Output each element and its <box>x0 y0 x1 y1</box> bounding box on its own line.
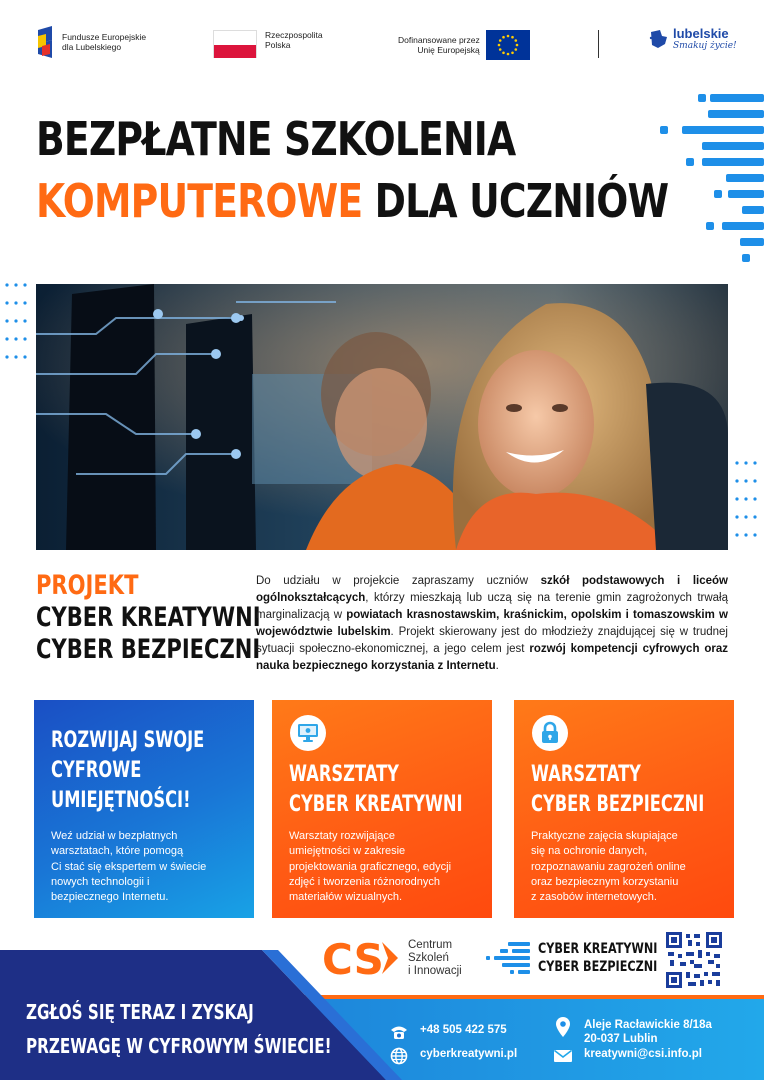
project-label: PROJEKT <box>36 570 139 601</box>
contact-phone[interactable] <box>388 1023 507 1041</box>
dot-grid-right-decoration <box>734 460 760 552</box>
envelope-icon <box>552 1047 574 1065</box>
lubelskie-logo <box>648 28 737 52</box>
location-pin-icon <box>552 1018 574 1036</box>
description-bold-2: powiatach krasnostawskim, kraśnickim, opolskim i tomaszowskim w województwie lubelskim <box>256 609 728 639</box>
cyber-project-logo <box>486 940 687 976</box>
csi-name-line: Szkoleń <box>408 951 449 964</box>
globe-icon <box>388 1047 410 1065</box>
email-link[interactable]: kreatywni@csi.info.pl <box>584 1048 702 1060</box>
card-body-line: rozpoznawaniu zagrożeń online <box>531 860 686 873</box>
card-body-line: zdjęć i tworzenia różnorodnych <box>289 875 441 888</box>
card-body-line: z zasobów internetowych. <box>531 891 657 904</box>
eu-logo-line1: Dofinansowane przez <box>398 35 480 45</box>
students-at-computers-image <box>36 284 728 550</box>
headline-rest: DLA UCZNIÓW <box>362 174 669 228</box>
contact-website[interactable] <box>388 1047 517 1065</box>
card-title <box>531 760 704 820</box>
card-develop-skills <box>34 700 254 918</box>
eu-flag-icon <box>486 30 530 60</box>
csi-name-line: Centrum <box>408 938 453 951</box>
cta-line: ZGŁOŚ SIĘ TERAZ I ZYSKAJ <box>26 1000 254 1024</box>
address-line: Aleje Racławickie 8/18a <box>584 1019 712 1031</box>
dot-grid-left-decoration <box>4 282 30 370</box>
description-text-4: . <box>495 660 499 673</box>
card-body-line: Weź udział w bezpłatnych <box>51 830 178 842</box>
card-body-line: Ci stać się ekspertem w świecie <box>51 860 207 873</box>
cyber-logo-line: CYBER KREATYWNI <box>538 941 658 957</box>
rzeczpospolita-logo <box>213 30 323 58</box>
card-body-line: projektowania graficznego, edycji <box>289 860 452 873</box>
fe-logo-icon <box>36 24 56 60</box>
rp-logo-line2: Polska <box>265 40 291 50</box>
polish-flag-icon <box>213 30 257 58</box>
eu-logo-line2: Unię Europejską <box>417 45 480 55</box>
csi-logo-mark <box>322 936 400 980</box>
card-title-line: ROZWIJAJ SWOJE <box>51 728 205 753</box>
description-text-1: Do udziału w projekcie zapraszamy uczniów <box>256 575 541 587</box>
card-workshop-safe <box>514 700 734 918</box>
lubelskie-name: lubelskie <box>673 26 729 41</box>
card-body-line: materiałów wizualnych. <box>289 891 403 904</box>
description-text-3: . Projekt skierowany jest do młodzieży znajdującej się w trudnej sytuacji społeczno-ekonomicznej, a jego celem jest <box>256 626 728 656</box>
card-body-line: nowych technologii i <box>51 875 150 888</box>
contact-address <box>552 1018 712 1046</box>
csi-name-line: i Innowacji <box>408 964 462 977</box>
card-title-line: WARSZTATY <box>531 762 641 787</box>
headline-highlight: KOMPUTEROWE <box>36 174 363 228</box>
card-body <box>51 829 241 905</box>
card-title <box>289 760 463 820</box>
headline-line2 <box>36 170 668 232</box>
card-body-line: umiejętności w zakresie <box>289 845 406 858</box>
card-body-line: Warsztaty rozwijające <box>289 830 395 842</box>
fundusze-europejskie-logo <box>36 24 146 60</box>
card-title-line: CYBER BEZPIECZNI <box>531 792 705 817</box>
card-body-line: Praktyczne zajęcia skupiające <box>531 830 678 842</box>
card-body-line: warsztatach, które pomogą <box>51 845 184 858</box>
card-title-line: WARSZTATY <box>289 762 399 787</box>
fe-logo-line2: dla Lubelskiego <box>62 42 122 52</box>
card-body-line: się na ochronie danych, <box>531 845 648 858</box>
rp-logo-line1: Rzeczpospolita <box>265 30 323 40</box>
qr-code[interactable] <box>666 932 722 988</box>
description-bold-3: rozwój kompetencji cyfrowych oraz nauka bezpiecznego korzystania z Internetu <box>256 643 728 673</box>
address-line: 20-037 Lublin <box>584 1033 658 1045</box>
phone-icon <box>388 1023 410 1041</box>
cyber-logo-line: CYBER BEZPIECZNI <box>538 959 658 975</box>
cyber-pixel-icon <box>486 940 532 976</box>
logo-divider <box>598 30 599 58</box>
students-photo <box>36 284 728 550</box>
card-body <box>289 829 479 905</box>
card-body-line: oraz bezpiecznym korzystaniu <box>531 875 679 888</box>
description-text-2: , którzy mieszkają lub uczą się na terenie gmin zagrożonych trwałą marginalizacją w <box>256 592 728 622</box>
computer-icon-badge <box>290 715 326 751</box>
card-workshop-creative <box>272 700 492 918</box>
card-title-line: CYBER KREATYWNI <box>289 792 463 817</box>
card-body-line: bezpiecznego Internetu. <box>51 891 169 904</box>
eu-cofinanced-logo <box>398 30 530 60</box>
project-name-line2: CYBER BEZPIECZNI <box>36 634 261 665</box>
lubelskie-mark-icon <box>648 28 670 50</box>
card-title-line: UMIEJĘTNOŚCI! <box>51 788 191 813</box>
lubelskie-slogan: Smakuj życie! <box>673 41 737 51</box>
phone-number[interactable]: +48 505 422 575 <box>420 1024 507 1036</box>
computer-icon <box>296 722 320 744</box>
contact-email[interactable] <box>552 1047 702 1065</box>
call-to-action <box>26 995 428 1063</box>
cta-line: PRZEWAGĘ W CYFROWYM ŚWIECIE! <box>26 1034 332 1058</box>
padlock-icon-badge <box>532 715 568 751</box>
logo-bar <box>0 0 764 88</box>
csi-logo <box>322 936 462 980</box>
project-name-line1: CYBER KREATYWNI <box>36 602 261 633</box>
headline-line1: BEZPŁATNE SZKOLENIA <box>36 112 516 166</box>
fe-logo-line1: Fundusze Europejskie <box>62 32 147 42</box>
csi-mark-text: CS <box>322 936 384 980</box>
card-title-line: CYFROWE <box>51 758 142 783</box>
headline <box>36 108 764 232</box>
padlock-icon <box>539 721 561 745</box>
website-link[interactable]: cyberkreatywni.pl <box>420 1048 518 1060</box>
card-title <box>51 726 204 816</box>
card-body <box>531 829 721 905</box>
description-bold-1: szkół podstawowych i liceów ogólnokształcących <box>256 575 728 605</box>
project-description <box>256 573 728 676</box>
